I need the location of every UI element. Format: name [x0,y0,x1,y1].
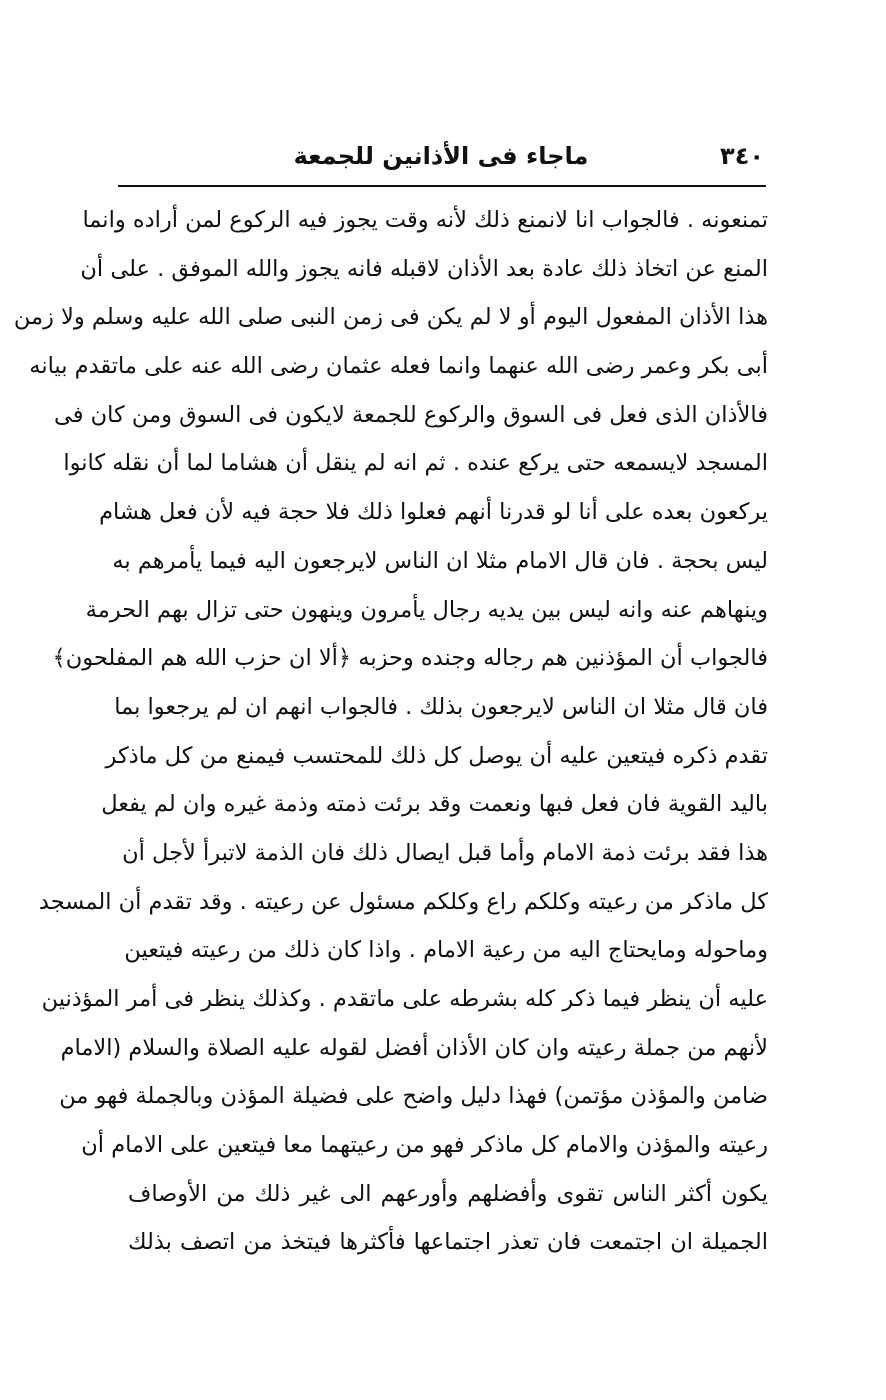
text-line: تمنعونه . فالجواب انا لانمنع ذلك لأنه وقت يجوز فيه الركوع لمن أراده وانما [82,207,768,233]
text-line: الجميلة ان اجتمعت فان تعذر اجتماعها فأكثرها فيتخذ من اتصف بذلك [128,1229,768,1256]
text-line: هذا فقد برئت ذمة الامام وأما قبل ايصال ذلك فان الذمة لاتبرأ لأجل أن [122,839,768,866]
text-line: يركعون بعده على أنا لو قدرنا أنهم فعلوا ذلك فلا حجة فيه لأن فعل هشام [99,499,768,526]
text-line: تقدم ذكره فيتعين عليه أن يوصل كل ذلك للمحتسب فيمنع من كل ماذكر [105,742,768,769]
header-divider [118,185,766,187]
text-line: لأنهم من جملة رعيته وان كان الأذان أفضل لقوله عليه الصلاة والسلام (الامام [60,1034,768,1061]
page-header [118,138,764,182]
text-line: ليس بحجة . فان قال الامام مثلا ان الناس لايرجعون اليه فيما يأمرهم به [112,547,768,574]
text-line: فالجواب أن المؤذنين هم رجاله وجنده وحزبه ﴿ألا ان حزب الله هم المفلحون﴾ [52,645,768,672]
text-line: ضامن والمؤذن مؤتمن) فهذا دليل واضح على فضيلة المؤذن وبالجملة فهو من [59,1083,768,1110]
text-line: فالأذان الذى فعل فى السوق والركوع للجمعة لايكون فى السوق ومن كان فى [54,401,768,428]
text-line: يكون أكثر الناس تقوى وأفضلهم وأورعهم الى غير ذلك من الأوصاف [128,1180,768,1207]
text-line: وماحوله ومايحتاج اليه من رعية الامام . واذا كان ذلك من رعيته فيتعين [124,937,768,964]
text-line: المسجد لايسمعه حتى يركع عنده . ثم انه لم ينقل أن هشاما لما أن نقله كانوا [63,450,768,477]
text-line: وينهاهم عنه وانه ليس بين يديه رجال يأمرون وينهون حتى تزال بهم الحرمة [85,596,768,623]
running-title: ماجاء فى الأذانين للجمعة [293,142,589,170]
text-line: كل ماذكر من رعيته وكلكم راع وكلكم مسئول عن رعيته . وقد تقدم أن المسجد [38,888,768,915]
body-text [13,196,768,1267]
text-line: أبى بكر وعمر رضى الله عنهما وانما فعله عثمان رضى الله عنه على ماتقدم بيانه [29,353,768,380]
text-line: هذا الأذان المفعول اليوم أو لا لم يكن فى زمن النبى صلى الله عليه وسلم ولا زمن [13,304,768,331]
text-line: رعيته والمؤذن والامام كل ماذكر فهو من رعيتهما معا فيتعين على الامام أن [81,1132,768,1159]
text-line: المنع عن اتخاذ ذلك عادة بعد الأذان لاقبله فانه يجوز والله الموفق . على أن [80,255,768,282]
text-line: فان قال مثلا ان الناس لايرجعون بذلك . فالجواب انهم ان لم يرجعوا بما [114,693,768,720]
text-line: عليه أن ينظر فيما ذكر كله بشرطه على ماتقدم . وكذلك ينظر فى أمر المؤذنين [41,986,768,1012]
page-number: ٣٤٠ [720,142,764,170]
text-line: باليد القوية فان فعل فبها ونعمت وقد برئت ذمته وذمة غيره وان لم يفعل [101,791,768,818]
